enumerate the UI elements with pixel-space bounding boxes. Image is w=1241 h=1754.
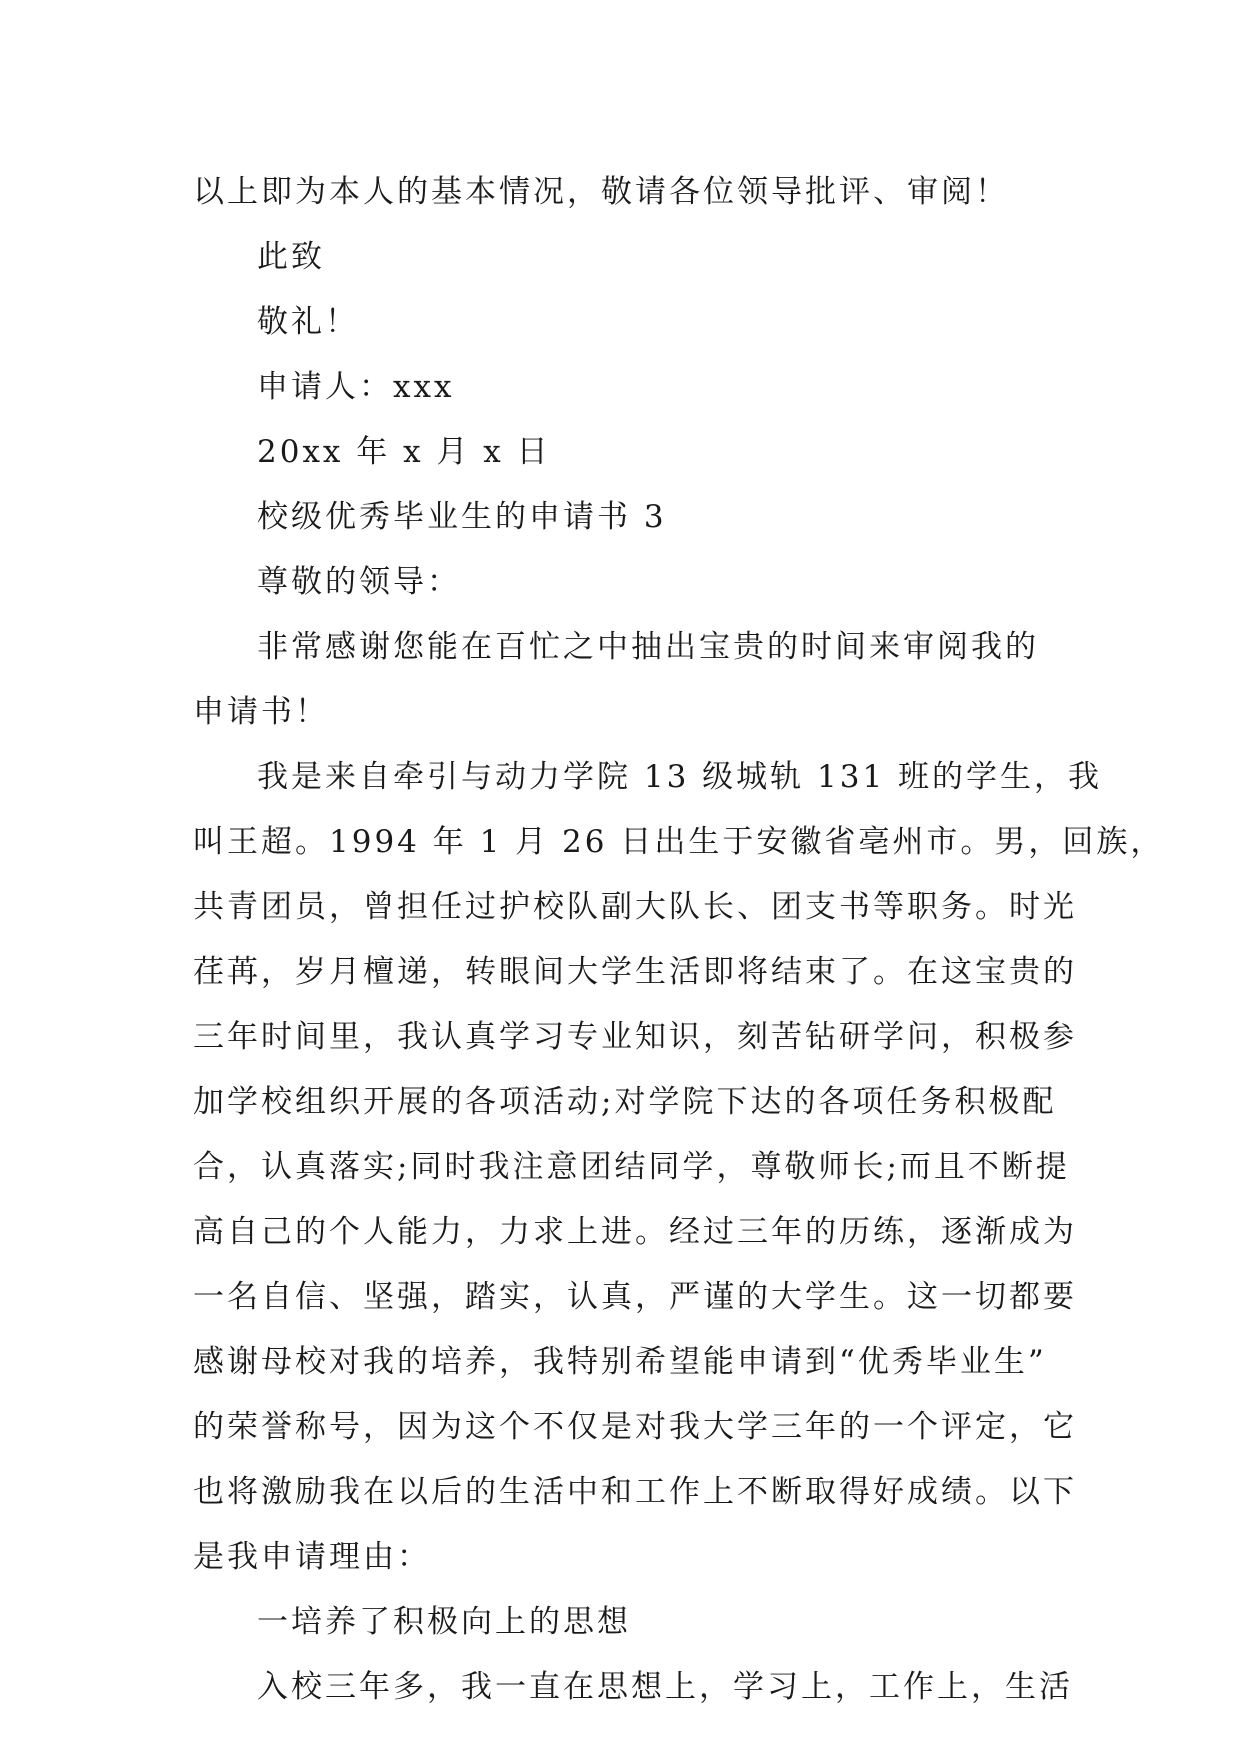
- text-line: 20xx 年 x 月 x 日: [257, 434, 551, 470]
- text-line: 非常感谢您能在百忙之中抽出宝贵的时间来审阅我的: [257, 629, 1039, 665]
- text-line: 尊敬的领导：: [257, 564, 461, 600]
- text-line: 我是来自牵引与动力学院 13 级城轨 131 班的学生，我: [257, 759, 1103, 795]
- text-line: 的荣誉称号，因为这个不仅是对我大学三年的一个评定，它: [193, 1409, 1077, 1445]
- text-line: 叫王超。1994 年 1 月 26 日出生于安徽省亳州市。男，回族，: [193, 824, 1165, 860]
- text-line: 是我申请理由：: [193, 1539, 431, 1575]
- text-line: 加学校组织开展的各项活动;对学院下达的各项任务积极配: [193, 1084, 1057, 1120]
- text-line: 感谢母校对我的培养，我特别希望能申请到“优秀毕业生”: [193, 1344, 1047, 1380]
- text-line: 高自己的个人能力，力求上进。经过三年的历练，逐渐成为: [193, 1214, 1077, 1250]
- text-line: 三年时间里，我认真学习专业知识，刻苦钻研学问，积极参: [193, 1019, 1077, 1055]
- text-line: 申请书！: [193, 694, 329, 730]
- text-line: 敬礼！: [257, 304, 359, 340]
- text-line: 共青团员，曾担任过护校队副大队长、团支书等职务。时光: [193, 889, 1077, 925]
- text-line: 申请人：xxx: [257, 369, 455, 405]
- text-line: 此致: [257, 239, 325, 275]
- text-line: 校级优秀毕业生的申请书 3: [257, 499, 667, 535]
- text-line: 一培养了积极向上的思想: [257, 1604, 631, 1640]
- text-line: 荏苒，岁月檀递，转眼间大学生活即将结束了。在这宝贵的: [193, 954, 1077, 990]
- text-line: 入校三年多，我一直在思想上，学习上，工作上，生活: [257, 1669, 1073, 1705]
- text-line: 一名自信、坚强，踏实，认真，严谨的大学生。这一切都要: [193, 1279, 1077, 1315]
- text-line: 以上即为本人的基本情况，敬请各位领导批评、审阅！: [193, 174, 1009, 210]
- text-line: 合，认真落实;同时我注意团结同学，尊敬师长;而且不断提: [193, 1149, 1070, 1185]
- document-body: [193, 160, 1165, 1720]
- text-line: 也将激励我在以后的生活中和工作上不断取得好成绩。以下: [193, 1474, 1077, 1510]
